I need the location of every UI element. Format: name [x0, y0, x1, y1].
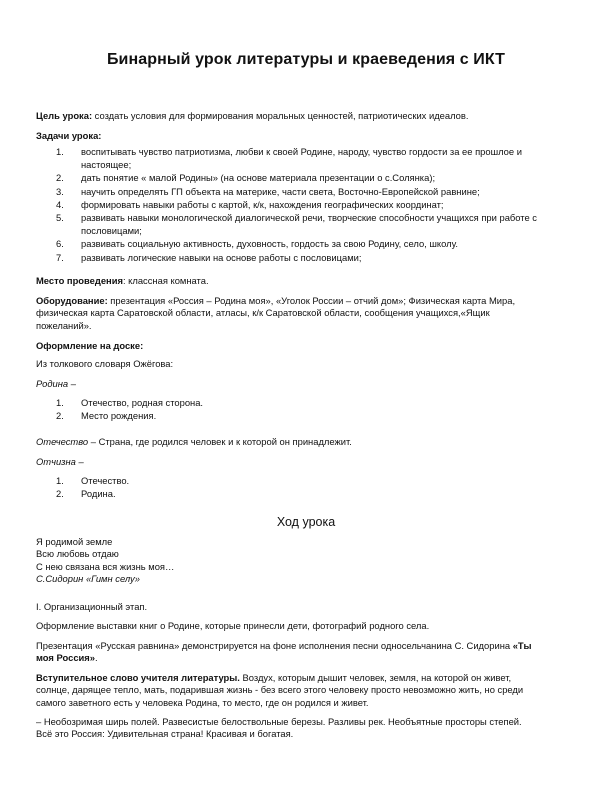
term-otechestvo: Отечество – Страна, где родился человек и к которой он принадлежит.	[36, 436, 352, 447]
poem-line: Всю любовь отдаю	[36, 548, 119, 560]
list-item: 1. Отечество, родная сторона.	[56, 397, 204, 408]
otchizna-definitions	[36, 471, 576, 502]
list-item: 6. развивать социальную активность, духовность, гордость за свою Родину, село, школу.	[56, 238, 458, 250]
term-rodina: Родина –	[36, 378, 76, 389]
list-item: 2. Место рождения.	[56, 410, 157, 422]
board-heading: Оформление на доске:	[36, 340, 144, 351]
list-item: 4. формировать навыки работы с картой, к/к, нахождения географических координат;	[56, 199, 444, 211]
lesson-goal	[36, 110, 576, 122]
term-otchizna: Отчизна –	[36, 456, 84, 467]
list-item: 1. воспитывать чувство патриотизма, любви к своей Родине, народу, чувство гордости за ее прошлое и настоящее;	[56, 146, 522, 170]
poem-line: С нею связана вся жизнь моя…	[36, 560, 175, 572]
lesson-equipment: Оборудование: презентация «Россия – Родина моя», «Уголок России – отчий дом»; Физическая карта Мира, физическая карта Саратовской области, атласы, к/к Саратовской области, сообщения учащихся,«Ящик пожеланий».	[36, 295, 516, 331]
equipment-label: Оборудование:	[36, 295, 108, 306]
dictionary-source: Из толкового словаря Ожёгова:	[36, 358, 174, 369]
lesson-place	[36, 275, 576, 287]
goal-label: Цель урока:	[36, 110, 93, 121]
lesson-tasks	[36, 130, 576, 265]
list-item: 2. Родина.	[56, 488, 116, 500]
list-item: 1. Отечество.	[56, 475, 130, 486]
list-item: 2. дать понятие « малой Родины» (на основе материала презентации о с.Солянка);	[56, 172, 436, 184]
poem-author: С.Сидорин «Гимн селу»	[36, 573, 140, 585]
paragraph: Оформление выставки книг о Родине, которые принесли дети, фотографий родного села.	[36, 620, 430, 631]
lesson-flow-heading: Ход урока	[276, 515, 336, 529]
goal-text: создать условия для формирования моральных ценностей, патриотических идеалов.	[92, 110, 469, 121]
tasks-list	[36, 146, 576, 264]
stage-heading: I. Организационный этап.	[36, 601, 148, 612]
paragraph: Презентация «Русская равнина» демонстрируется на фоне исполнения песни односельчанина С. Сидорина «Ты моя Россия».	[36, 640, 532, 664]
paragraph: – Необозримая ширь полей. Развесистые белоствольные березы. Разливы рек. Необъятные просторы степей. Всё это Россия: Удивительная страна! Красивая и богатая.	[36, 716, 522, 740]
list-item: 5. развивать навыки монологической диалогической речи, творческие способности учащихся при работе с пословицами;	[56, 212, 537, 236]
document-title: Бинарный урок литературы и краеведения с ИКТ	[106, 51, 506, 68]
list-item: 7. развивать логические навыки на основе работы с пословицами;	[56, 251, 362, 263]
place-text: : классная комната.	[122, 275, 209, 286]
tasks-label: Задачи урока:	[36, 130, 102, 141]
place-label: Место проведения	[36, 275, 123, 286]
poem	[36, 536, 576, 586]
paragraph: Вступительное слово учителя литературы. Воздух, которым дышит человек, земля, на которой он живет, солнце, дарящее тепло, мать, подарившая жизнь - без всего этого человеку просто невозможно жить, но среди самого заветного есть у человека Родина, то место, где он родился и живет.	[36, 672, 524, 708]
list-item: 3. научить определять ГП объекта на материке, части света, Восточно-Европейской равнине;	[56, 185, 480, 197]
rodina-definitions	[36, 393, 576, 424]
poem-line: Я родимой земле	[36, 536, 113, 547]
